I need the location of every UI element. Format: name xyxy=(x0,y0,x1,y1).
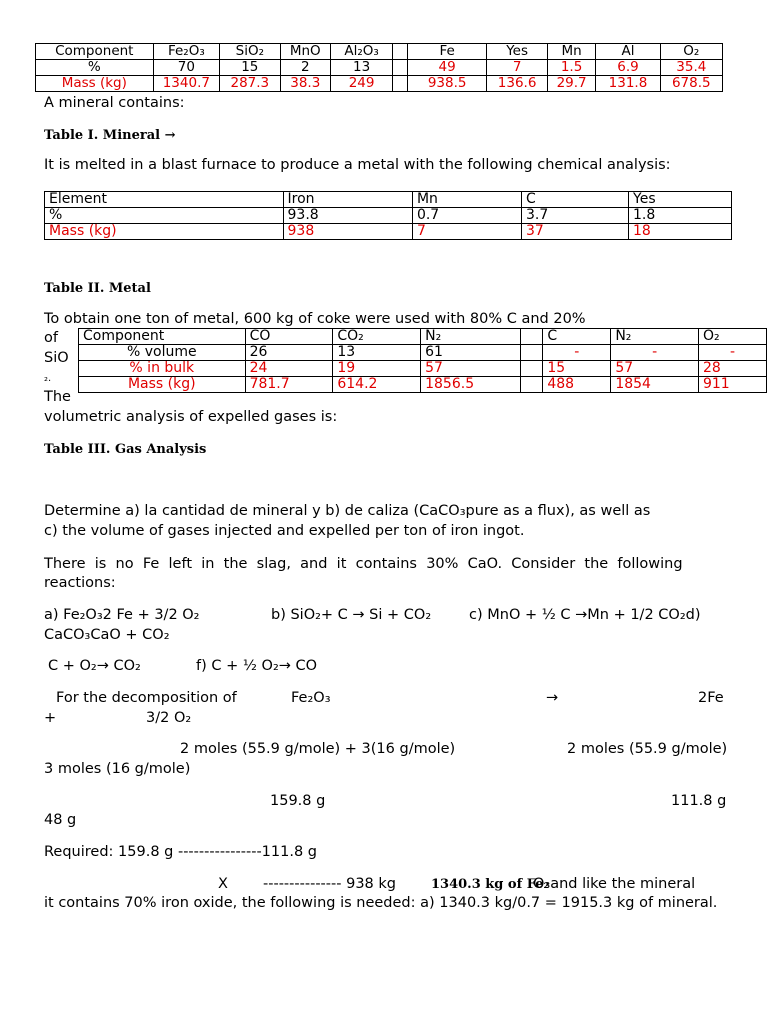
table-cell: Mass (kg) xyxy=(36,76,154,92)
table-cell: 24 xyxy=(245,361,333,377)
table-row xyxy=(79,377,767,393)
mass-fe2o3: 159.8 g xyxy=(270,793,326,809)
table2-caption: Table II. Metal xyxy=(44,281,151,296)
table-cell: 938 xyxy=(283,224,412,240)
table-cell xyxy=(520,345,543,361)
side-of: of xyxy=(44,330,58,346)
table-cell: Fe₂O₃ xyxy=(153,44,220,60)
table-row xyxy=(36,76,723,92)
table-cell: N₂ xyxy=(421,329,521,345)
table-cell: 1856.5 xyxy=(421,377,521,393)
table-cell: 29.7 xyxy=(547,76,596,92)
table-cell: % volume xyxy=(79,345,246,361)
metal-table xyxy=(44,191,732,240)
table-cell: 136.6 xyxy=(487,76,547,92)
table-cell: N₂ xyxy=(611,329,699,345)
table-row xyxy=(79,361,767,377)
table-cell: 678.5 xyxy=(660,76,722,92)
table-cell: 38.3 xyxy=(280,76,331,92)
table-row xyxy=(36,60,723,76)
table-cell xyxy=(520,329,543,345)
reaction-f: f) C + ½ O₂→ CO xyxy=(196,658,318,674)
x-label: X xyxy=(218,876,228,892)
table-cell: 7 xyxy=(487,60,547,76)
table-cell xyxy=(393,44,408,60)
intro-text: A mineral contains: xyxy=(44,95,185,111)
reaction-d: CaCO₃CaO + CO₂ xyxy=(44,627,170,643)
table-cell: 6.9 xyxy=(596,60,660,76)
determine-line-2: c) the volume of gases injected and expelled per ton of iron ingot. xyxy=(44,523,525,539)
decomp-plus: + xyxy=(44,710,57,726)
table-cell: C xyxy=(522,192,629,208)
table-cell: 781.7 xyxy=(245,377,333,393)
table-cell: Component xyxy=(36,44,154,60)
decomp-label: For the decomposition of xyxy=(56,690,237,706)
table-cell: Al xyxy=(596,44,660,60)
melt-text: It is melted in a blast furnace to produce a metal with the following chemical analysis: xyxy=(44,157,671,173)
table-cell: 93.8 xyxy=(283,208,412,224)
table-row xyxy=(79,345,767,361)
table-cell: C xyxy=(543,329,611,345)
decomp-2fe: 2Fe xyxy=(698,690,724,706)
table-cell: CO xyxy=(245,329,333,345)
table-cell xyxy=(520,377,543,393)
mass-fe: 111.8 g xyxy=(671,793,727,809)
table3-caption: Table III. Gas Analysis xyxy=(44,442,207,457)
table-cell: 3.7 xyxy=(522,208,629,224)
table-cell: O₂ xyxy=(698,329,766,345)
reaction-b: b) SiO₂+ C → Si + CO₂ xyxy=(271,607,432,623)
table-cell: MnO xyxy=(280,44,331,60)
table-cell: Mn xyxy=(547,44,596,60)
table-cell: 488 xyxy=(543,377,611,393)
table-cell xyxy=(520,361,543,377)
table-cell: 37 xyxy=(522,224,629,240)
table-cell: Mn xyxy=(412,192,521,208)
reaction-e: C + O₂→ CO₂ xyxy=(48,658,141,674)
table-cell: 13 xyxy=(333,345,421,361)
table-cell: 2 xyxy=(280,60,331,76)
table-cell: Mass (kg) xyxy=(79,377,246,393)
table-cell: 19 xyxy=(333,361,421,377)
mass-o2: 48 g xyxy=(44,812,77,828)
table-row xyxy=(79,329,767,345)
table-cell: Iron xyxy=(283,192,412,208)
table-cell: Element xyxy=(45,192,284,208)
table-cell: % xyxy=(45,208,284,224)
table-row xyxy=(45,224,732,240)
table-cell: Yes xyxy=(487,44,547,60)
final-line: it contains 70% iron oxide, the following is needed: a) 1340.3 kg/0.7 = 1915.3 kg of mineral. xyxy=(44,895,718,911)
table-row xyxy=(45,192,732,208)
table-cell xyxy=(393,76,408,92)
table-cell: 287.3 xyxy=(220,76,280,92)
table-cell: 13 xyxy=(331,60,393,76)
table-cell: 26 xyxy=(245,345,333,361)
table-cell: 1340.7 xyxy=(153,76,220,92)
table-cell: 7 xyxy=(412,224,521,240)
reaction-c: c) MnO + ½ C →Mn + 1/2 CO₂d) xyxy=(469,607,701,623)
table-cell: O₂ xyxy=(660,44,722,60)
required-line: Required: 159.8 g ----------------111.8 g xyxy=(44,844,318,860)
table-cell: 35.4 xyxy=(660,60,722,76)
moles-left: 2 moles (55.9 g/mole) + 3(16 g/mole) xyxy=(180,741,456,757)
x-result-tail: O₃and like the mineral xyxy=(533,876,696,892)
reaction-a: a) Fe₂O₃2 Fe + 3/2 O₂ xyxy=(44,607,200,623)
table-cell: 15 xyxy=(220,60,280,76)
table-cell: 15 xyxy=(543,361,611,377)
mineral-table xyxy=(35,43,723,92)
table-cell: Fe xyxy=(407,44,487,60)
determine-line-1: Determine a) la cantidad de mineral y b) de caliza (CaCO₃pure as a flux), as well as xyxy=(44,503,651,519)
x-result-bold: 1340.3 kg of Fe₂ xyxy=(431,877,550,892)
table-cell: Mass (kg) xyxy=(45,224,284,240)
table1-caption: Table I. Mineral → xyxy=(44,128,176,143)
table-cell: 938.5 xyxy=(407,76,487,92)
table-cell: 61 xyxy=(421,345,521,361)
table-cell: 70 xyxy=(153,60,220,76)
table-cell: - xyxy=(611,345,699,361)
vol-text: volumetric analysis of expelled gases is: xyxy=(44,409,338,425)
slag-line-1: There is no Fe left in the slag, and it contains 30% CaO. Consider the following xyxy=(44,556,683,572)
table-cell: SiO₂ xyxy=(220,44,280,60)
table-cell: 57 xyxy=(611,361,699,377)
decomp-o2: 3/2 O₂ xyxy=(146,710,192,726)
table-cell: 57 xyxy=(421,361,521,377)
table-row xyxy=(45,208,732,224)
moles-oxygen: 3 moles (16 g/mole) xyxy=(44,761,191,777)
table-cell xyxy=(393,60,408,76)
table-cell: 911 xyxy=(698,377,766,393)
table-cell: CO₂ xyxy=(333,329,421,345)
table-cell: 1.5 xyxy=(547,60,596,76)
table-cell: % in bulk xyxy=(79,361,246,377)
table-cell: 49 xyxy=(407,60,487,76)
table-cell: 249 xyxy=(331,76,393,92)
side-the: The xyxy=(44,389,71,405)
table-cell: - xyxy=(698,345,766,361)
table-cell: Yes xyxy=(629,192,732,208)
decomp-arrow: → xyxy=(546,690,559,706)
table-cell: - xyxy=(543,345,611,361)
table-row xyxy=(36,44,723,60)
table-cell: 614.2 xyxy=(333,377,421,393)
table-cell: Component xyxy=(79,329,246,345)
moles-right: 2 moles (55.9 g/mole) xyxy=(567,741,728,757)
table-cell: 18 xyxy=(629,224,732,240)
gas-table xyxy=(78,328,767,393)
table-cell: Al₂O₃ xyxy=(331,44,393,60)
table-cell: 131.8 xyxy=(596,76,660,92)
slag-line-2: reactions: xyxy=(44,575,116,591)
table-cell: % xyxy=(36,60,154,76)
x-dashes: --------------- 938 kg xyxy=(263,876,396,892)
coke-text: To obtain one ton of metal, 600 kg of coke were used with 80% C and 20% xyxy=(44,311,586,327)
side-sub2: ₂. xyxy=(44,373,52,384)
side-sio: SiO xyxy=(44,350,69,366)
decomp-fe2o3: Fe₂O₃ xyxy=(291,690,331,706)
table-cell: 28 xyxy=(698,361,766,377)
table-cell: 1.8 xyxy=(629,208,732,224)
table-cell: 1854 xyxy=(611,377,699,393)
table-cell: 0.7 xyxy=(412,208,521,224)
